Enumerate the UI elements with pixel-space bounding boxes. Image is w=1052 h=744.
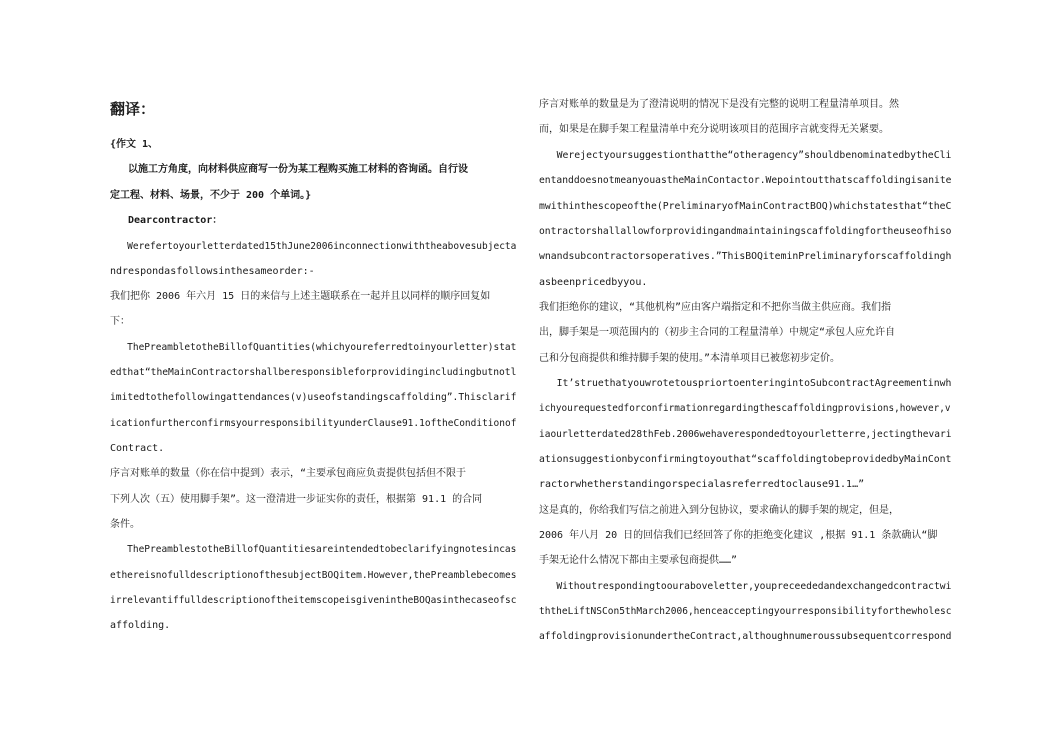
text-line: 己和分包商提供和维持脚手架的使用。”本清单项目已被您初步定价。 (539, 353, 841, 364)
text-line: ationsuggestionbyconfirmingtoyouthat“scaffoldingtobeprovidedbyMainCont (539, 454, 952, 465)
text-line: ththeLiftNSCon5thMarch2006,henceacceptingyourresponsibilityforthewholesc (539, 606, 952, 617)
text-line: asbeenpricedbyyou. (539, 277, 648, 288)
text-line: 定工程、材料、场景，不少于 200 个单词。} (110, 190, 312, 201)
text-line: Werejectyoursuggestionthatthe“otheragency”shouldbenominatedbytheCli (556, 150, 952, 161)
text-line: Withoutrespondingtoouraboveletter,youpreceededandexchangedcontractwi (556, 581, 952, 592)
text-line: 以施工方角度，向材料供应商写一份为某工程购买施工材料的咨询函。自行设 (128, 164, 468, 175)
text-line: 2006 年八月 20 日的回信我们已经回答了你的拒绝变化建议 ,根据 91.1 条款确认“脚 (539, 530, 938, 541)
text-line: 出，脚手架是一项范围内的（初步主合同的工程量清单）中规定“承包人应允许自 (539, 327, 896, 338)
text-line: affoldingprovisionundertheContract,althoughnumeroussubsequentcorrespond (539, 631, 952, 642)
text-line: mwithinthescopeofthe(PreliminaryofMainContractBOQ)whichstatesthat“theC (539, 201, 952, 212)
text-line: ichyourequestedforconfirmationregardingthescaffoldingprovisions,however,v (539, 403, 951, 414)
text-line: icationfurtherconfirmsyourresponsibilityunderClause91.1oftheConditionof (110, 418, 517, 429)
text-line: iaourletterdated28thFeb.2006wehaverespondedtoyourletterre,jectingthevari (539, 429, 952, 440)
text-line: Werefertoyourletterdated15thJune2006inconnectionwiththeabovesubjecta (127, 241, 517, 252)
text-line: ractorwhetherstandingorspecialasreferredtoclause91.1…” (539, 479, 865, 490)
text-line: 序言对账单的数量是为了澄清说明的情况下是没有完整的说明工程量清单项目。然 (539, 99, 899, 110)
text-line: 我们把你 2006 年六月 15 日的来信与上述主题联系在一起并且以同样的顺序回复如 (110, 291, 491, 302)
text-line: ontractorshallallowforprovidingandmaintainingscaffoldingfortheuseofhiso (539, 226, 952, 237)
text-line: wnandsubcontractorsoperatives.”ThisBOQiteminPreliminaryforscaffoldingh (539, 251, 952, 262)
text-line: irrelevantiffulldescriptionoftheitemscopeisgivenintheBOQasinthecaseofsc (110, 595, 517, 606)
text-line: {作文 1、 (110, 139, 159, 150)
text-line: entanddoesnotmeanyouastheMainContactor.Wepointoutthatscaffoldingisanite (539, 175, 952, 186)
text-line: ethereisnofulldescriptionofthesubjectBOQitem.However,thePreamblebecomes (110, 570, 517, 581)
text-line: 手架无论什么情况下都由主要承包商提供……” (539, 555, 738, 566)
text-line: Contract. (110, 443, 165, 454)
text-line: 而，如果是在脚手架工程量清单中充分说明该项目的范围序言就变得无关紧要。 (539, 124, 889, 135)
text-line: ThePreamblestotheBillofQuantitiesareintendedtobeclarifyingnotesincas (127, 544, 517, 555)
text-line: 这是真的，你给我们写信之前进入到分包协议，要求确认的脚手架的规定，但是， (539, 505, 899, 516)
text-line: ndrespondasfollowsinthesameorder:- (110, 266, 315, 277)
text-line: 我们拒绝你的建议，“其他机构”应由客户端指定和不把你当做主供应商。我们指 (539, 302, 892, 313)
text-line: ThePreambletotheBillofQuantities(whichyoureferredtoinyourletter)stat (127, 342, 517, 353)
text-line: It’struethatyouwrotetouspriortoenteringintoSubcontractAgreementinwh (556, 378, 952, 389)
text-line: 下列人次（五）使用脚手架”。这一澄清进一步证实你的责任，根据第 91.1 的合同 (110, 494, 483, 505)
text-line: 翻译： (110, 100, 156, 118)
text-line: affolding. (110, 620, 171, 631)
text-line: edthat“theMainContractorshallberesponsibleforprovidingincludingbutnotl (110, 367, 517, 378)
text-line: 序言对账单的数量（你在信中提到）表示，“主要承包商应负责提供包括但不限于 (110, 468, 467, 479)
text-line: 条件。 (110, 519, 140, 530)
text-line: Dearcontractor： (128, 215, 223, 226)
text-line: imitedtothefollowingattendances(v)useofstandingscaffolding”.Thisclarif (110, 392, 517, 403)
text-line: 下： (110, 316, 130, 327)
